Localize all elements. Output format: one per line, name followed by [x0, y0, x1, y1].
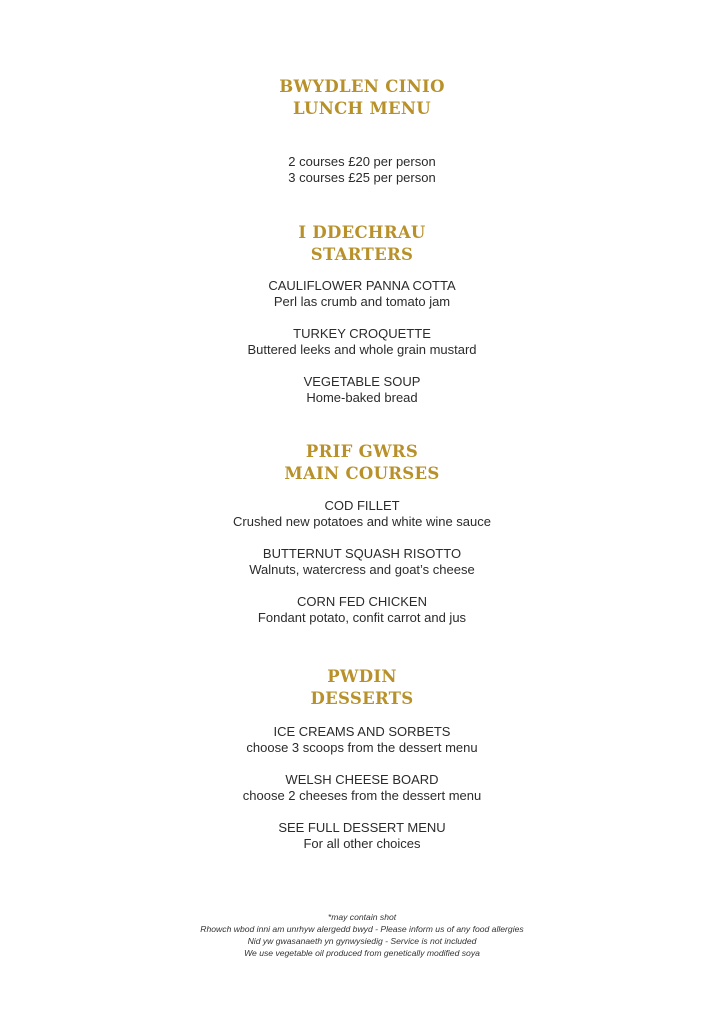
footer-notes: [0, 911, 724, 959]
menu-item: [0, 374, 724, 406]
section-heading-desserts: [0, 666, 724, 710]
menu-item-name: CAULIFLOWER PANNA COTTA: [268, 278, 456, 293]
section-heading-welsh: PRIF GWRS: [305, 442, 419, 461]
section-heading-main-courses: [0, 441, 724, 485]
menu-title-welsh: BWYDLEN CINIO: [279, 77, 445, 96]
menu-item: [0, 772, 724, 804]
menu-item-description: Perl las crumb and tomato jam: [273, 294, 451, 309]
section-heading-english: STARTERS: [310, 245, 414, 264]
menu-item-description: Crushed new potatoes and white wine sauce: [233, 514, 491, 529]
footer-note-soya: We use vegetable oil produced from genetically modified soya: [244, 948, 480, 958]
section-heading-english: MAIN COURSES: [284, 464, 440, 483]
menu-item: [0, 546, 724, 578]
section-heading-english: DESSERTS: [310, 689, 414, 708]
menu-item: [0, 724, 724, 756]
menu-item-description: choose 3 scoops from the dessert menu: [246, 740, 478, 755]
section-heading-starters: [0, 222, 724, 266]
menu-item-description: Home-baked bread: [306, 390, 418, 405]
menu-item: [0, 594, 724, 626]
menu-title: [0, 76, 724, 120]
menu-item-name: VEGETABLE SOUP: [303, 374, 421, 389]
footer-note-allergies: Rhowch wbod inni am unrhyw alergedd bwyd - Please inform us of any food allergies: [200, 924, 524, 934]
menu-item-description: choose 2 cheeses from the dessert menu: [242, 788, 482, 803]
menu-item-name: SEE FULL DESSERT MENU: [278, 820, 446, 835]
menu-item: [0, 498, 724, 530]
menu-item-name: WELSH CHEESE BOARD: [285, 772, 439, 787]
footer-note-shot: *may contain shot: [327, 912, 397, 922]
menu-item-name: CORN FED CHICKEN: [296, 594, 427, 609]
menu-item-description: Walnuts, watercress and goat’s cheese: [249, 562, 475, 577]
pricing-three-courses: 3 courses £25 per person: [288, 170, 436, 185]
menu-item: [0, 278, 724, 310]
menu-item-name: ICE CREAMS AND SORBETS: [273, 724, 451, 739]
menu-item: [0, 820, 724, 852]
section-heading-welsh: I DDECHRAU: [298, 223, 426, 242]
menu-item-name: TURKEY CROQUETTE: [293, 326, 431, 341]
pricing-two-courses: 2 courses £20 per person: [288, 154, 436, 169]
menu-item-description: For all other choices: [303, 836, 421, 851]
menu-title-english: LUNCH MENU: [293, 99, 431, 118]
menu-item: [0, 326, 724, 358]
pricing-block: [0, 154, 724, 186]
menu-item-name: COD FILLET: [324, 498, 400, 513]
section-heading-welsh: PWDIN: [327, 667, 397, 686]
menu-item-name: BUTTERNUT SQUASH RISOTTO: [262, 546, 462, 561]
menu-item-description: Fondant potato, confit carrot and jus: [257, 610, 467, 625]
menu-item-description: Buttered leeks and whole grain mustard: [247, 342, 477, 357]
footer-note-service: Nid yw gwasanaeth yn gynwysiedig - Service is not included: [247, 936, 477, 946]
